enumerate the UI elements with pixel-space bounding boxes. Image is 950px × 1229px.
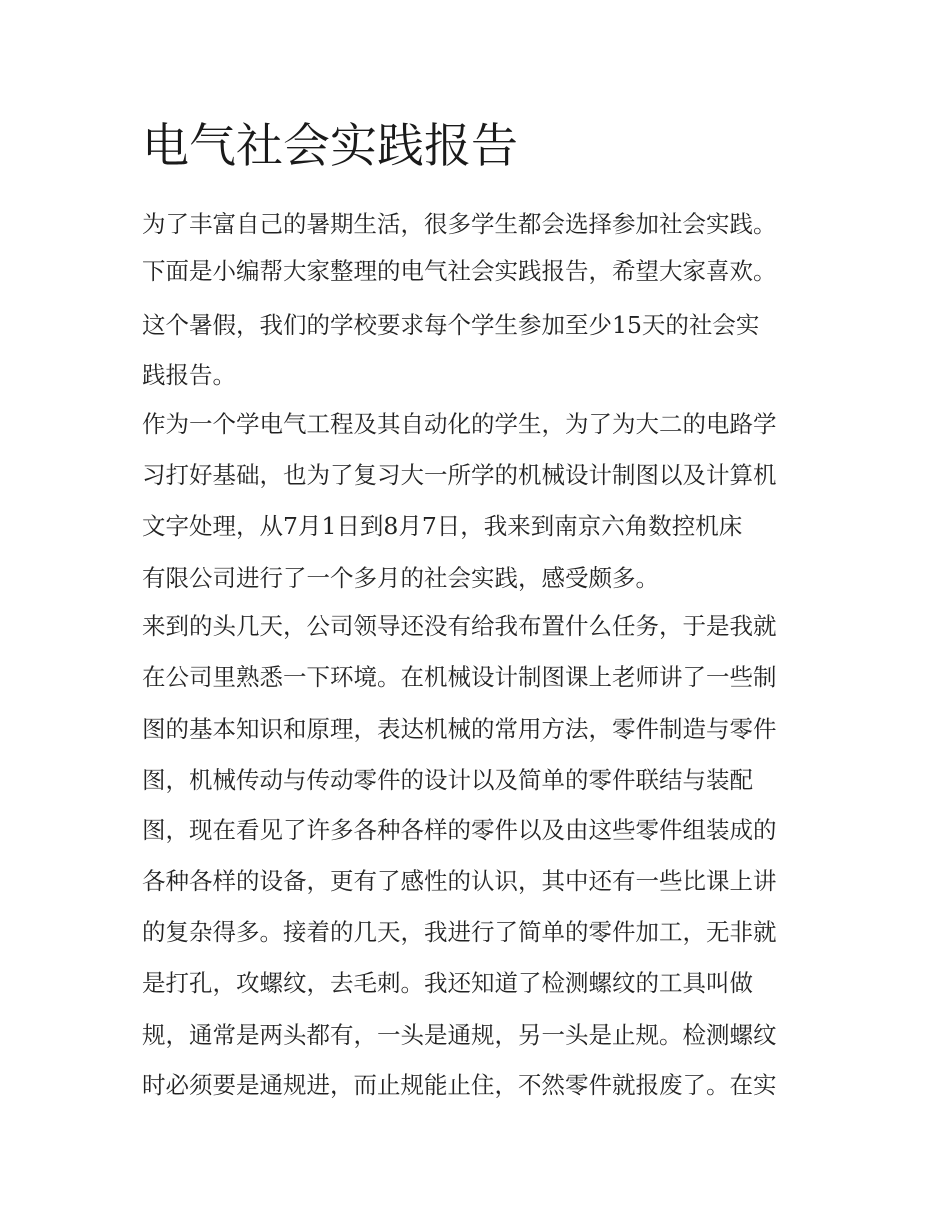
body-line: 践报告。	[142, 361, 236, 389]
body-line: 文字处理，从7月1日到8月7日，我来到南京六角数控机床	[142, 512, 743, 540]
body-line: 各种各样的设备，更有了感性的认识，其中还有一些比课上讲	[142, 867, 777, 895]
body-line: 在公司里熟悉一下环境。在机械设计制图课上老师讲了一些制	[142, 663, 777, 691]
body-line: 规，通常是两头都有，一头是通规，另一头是止规。检测螺纹	[142, 1021, 777, 1049]
body-line: 有限公司进行了一个多月的社会实践，感受颇多。	[142, 564, 659, 592]
body-line: 图，机械传动与传动零件的设计以及简单的零件联结与装配	[142, 766, 753, 794]
body-line: 时必须要是通规进，而止规能止住，不然零件就报废了。在实	[142, 1071, 777, 1099]
body-line: 是打孔，攻螺纹，去毛刺。我还知道了检测螺纹的工具叫做	[142, 969, 753, 997]
body-line: 这个暑假，我们的学校要求每个学生参加至少15天的社会实	[142, 311, 760, 339]
body-line: 作为一个学电气工程及其自动化的学生，为了为大二的电路学	[142, 410, 777, 438]
body-line: 图的基本知识和原理，表达机械的常用方法，零件制造与零件	[142, 715, 777, 743]
body-line: 下面是小编帮大家整理的电气社会实践报告，希望大家喜欢。	[142, 257, 777, 285]
body-line: 为了丰富自己的暑期生活，很多学生都会选择参加社会实践。	[142, 210, 777, 238]
document-title: 电气社会实践报告	[142, 119, 518, 174]
body-line: 的复杂得多。接着的几天，我进行了简单的零件加工，无非就	[142, 918, 777, 946]
body-line: 来到的头几天，公司领导还没有给我布置什么任务，于是我就	[142, 612, 777, 640]
body-line: 图，现在看见了许多各种各样的零件以及由这些零件组装成的	[142, 816, 777, 844]
body-line: 习打好基础，也为了复习大一所学的机械设计制图以及计算机	[142, 461, 777, 489]
